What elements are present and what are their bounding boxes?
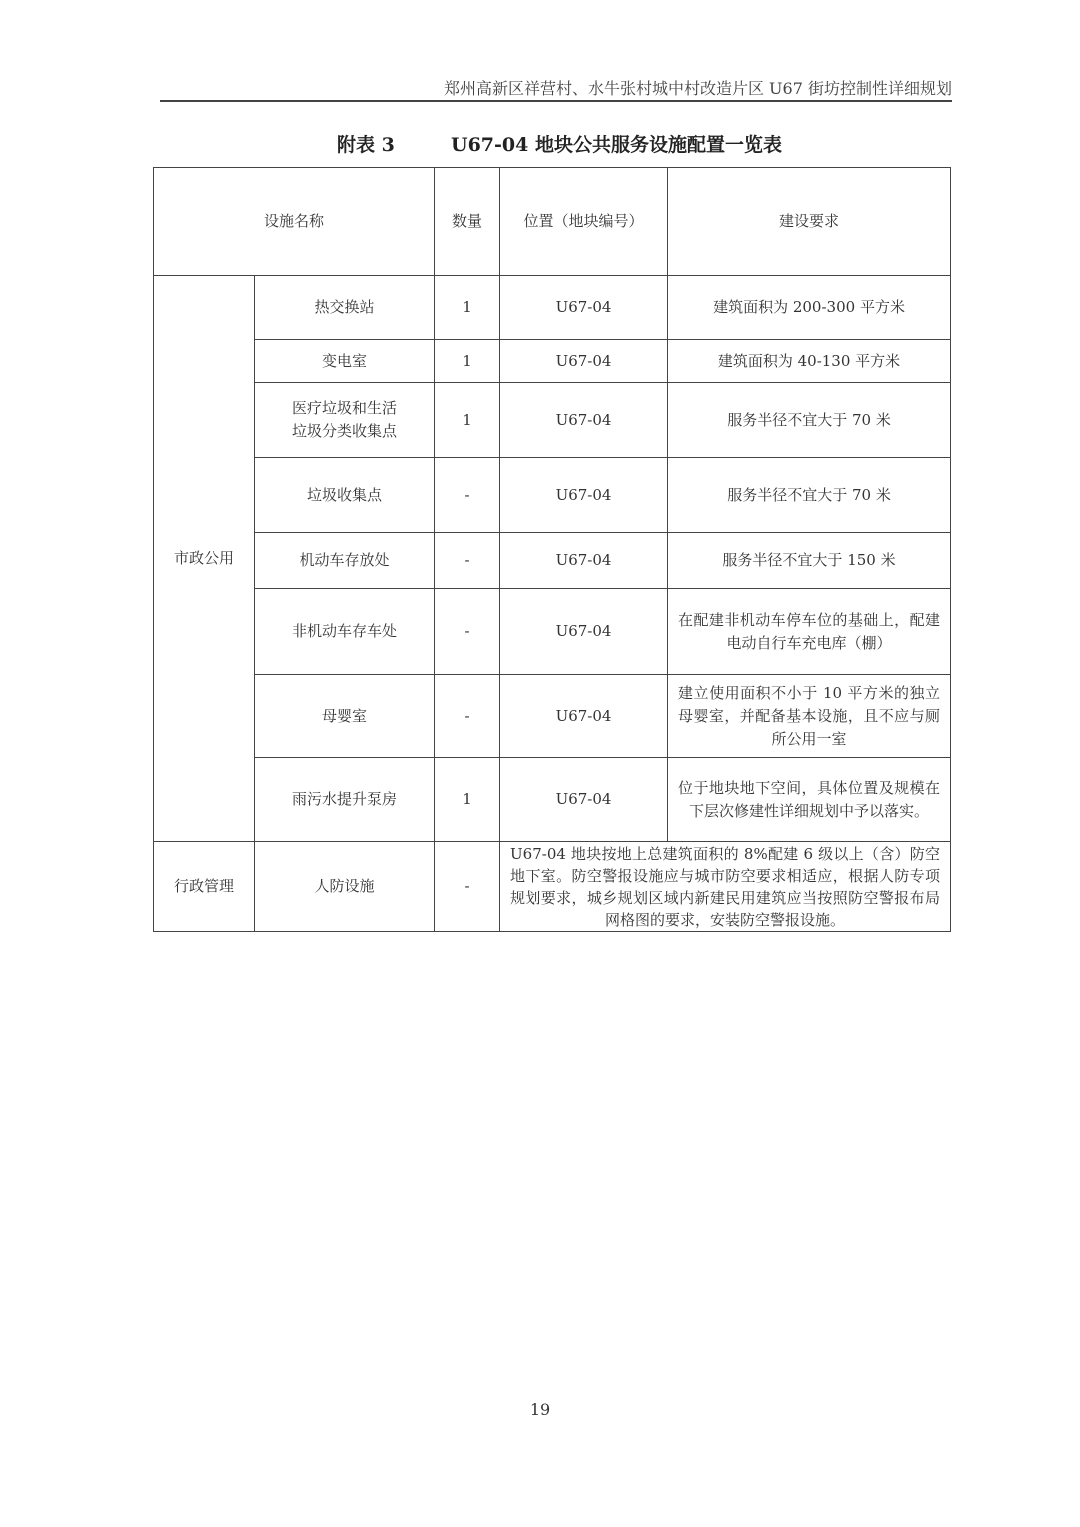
table-header-row — [154, 168, 951, 276]
quantity-cell: - — [435, 675, 500, 758]
page-number: 19 — [529, 1400, 551, 1419]
header-facility-name: 设施名称 — [154, 168, 435, 276]
quantity-cell: 1 — [435, 340, 500, 383]
quantity-cell: - — [435, 589, 500, 675]
facility-name-cell: 变电室 — [255, 340, 435, 383]
table-row — [154, 458, 951, 533]
header-divider — [160, 100, 952, 102]
facility-name-cell: 母婴室 — [255, 675, 435, 758]
requirement-cell: 位于地块地下空间，具体位置及规模在下层次修建性详细规划中予以落实。 — [668, 758, 951, 842]
location-cell: U67-04 — [500, 276, 668, 340]
facility-name-cell: 雨污水提升泵房 — [255, 758, 435, 842]
facilities-table — [153, 167, 951, 932]
category-cell-municipal: 市政公用 — [154, 276, 255, 842]
requirement-cell: 建筑面积为 200-300 平方米 — [668, 276, 951, 340]
facility-name-cell: 机动车存放处 — [255, 533, 435, 589]
table-row — [154, 589, 951, 675]
requirement-cell: 在配建非机动车停车位的基础上，配建电动自行车充电库（棚） — [668, 589, 951, 675]
quantity-cell: - — [435, 458, 500, 533]
quantity-cell: 1 — [435, 276, 500, 340]
location-cell: U67-04 — [500, 533, 668, 589]
location-cell: U67-04 — [500, 383, 668, 458]
table-title — [0, 128, 1080, 158]
header-location: 位置（地块编号） — [500, 168, 668, 276]
location-cell: U67-04 — [500, 589, 668, 675]
location-cell: U67-04 — [500, 458, 668, 533]
facility-name-cell: 医疗垃圾和生活垃圾分类收集点 — [255, 383, 435, 458]
combined-requirement-cell: U67-04 地块按地上总建筑面积的 8%配建 6 级以上（含）防空地下室。防空警报设施应与城市防空要求相适应，根据人防专项规划要求，城乡规划区域内新建民用建筑应当按照防空警报布局网格图的要求，安装防空警报设施。 — [500, 842, 951, 932]
table-row — [154, 675, 951, 758]
quantity-cell: 1 — [435, 383, 500, 458]
facility-name-cell: 非机动车存车处 — [255, 589, 435, 675]
location-cell: U67-04 — [500, 675, 668, 758]
table-row — [154, 758, 951, 842]
requirement-cell: 服务半径不宜大于 150 米 — [668, 533, 951, 589]
header-quantity: 数量 — [435, 168, 500, 276]
table-row — [154, 842, 951, 932]
facility-name-cell: 垃圾收集点 — [255, 458, 435, 533]
table-row — [154, 276, 951, 340]
requirement-cell: 服务半径不宜大于 70 米 — [668, 458, 951, 533]
location-cell: U67-04 — [500, 340, 668, 383]
requirement-cell: 建筑面积为 40-130 平方米 — [668, 340, 951, 383]
quantity-cell: - — [435, 842, 500, 932]
table-title-label: 附表 3 — [337, 134, 395, 156]
table-row — [154, 383, 951, 458]
quantity-cell: 1 — [435, 758, 500, 842]
facility-name-cell: 热交换站 — [255, 276, 435, 340]
location-cell: U67-04 — [500, 758, 668, 842]
table-row — [154, 340, 951, 383]
header-requirement: 建设要求 — [668, 168, 951, 276]
table-title-text: U67-04 地块公共服务设施配置一览表 — [451, 134, 782, 156]
requirement-cell: 服务半径不宜大于 70 米 — [668, 383, 951, 458]
quantity-cell: - — [435, 533, 500, 589]
running-header: 郑州高新区祥营村、水牛张村城中村改造片区 U67 街坊控制性详细规划 — [443, 79, 952, 98]
facility-name-cell: 人防设施 — [255, 842, 435, 932]
table-row — [154, 533, 951, 589]
requirement-cell: 建立使用面积不小于 10 平方米的独立母婴室，并配备基本设施，且不应与厕所公用一室 — [668, 675, 951, 758]
category-cell-administration: 行政管理 — [154, 842, 255, 932]
